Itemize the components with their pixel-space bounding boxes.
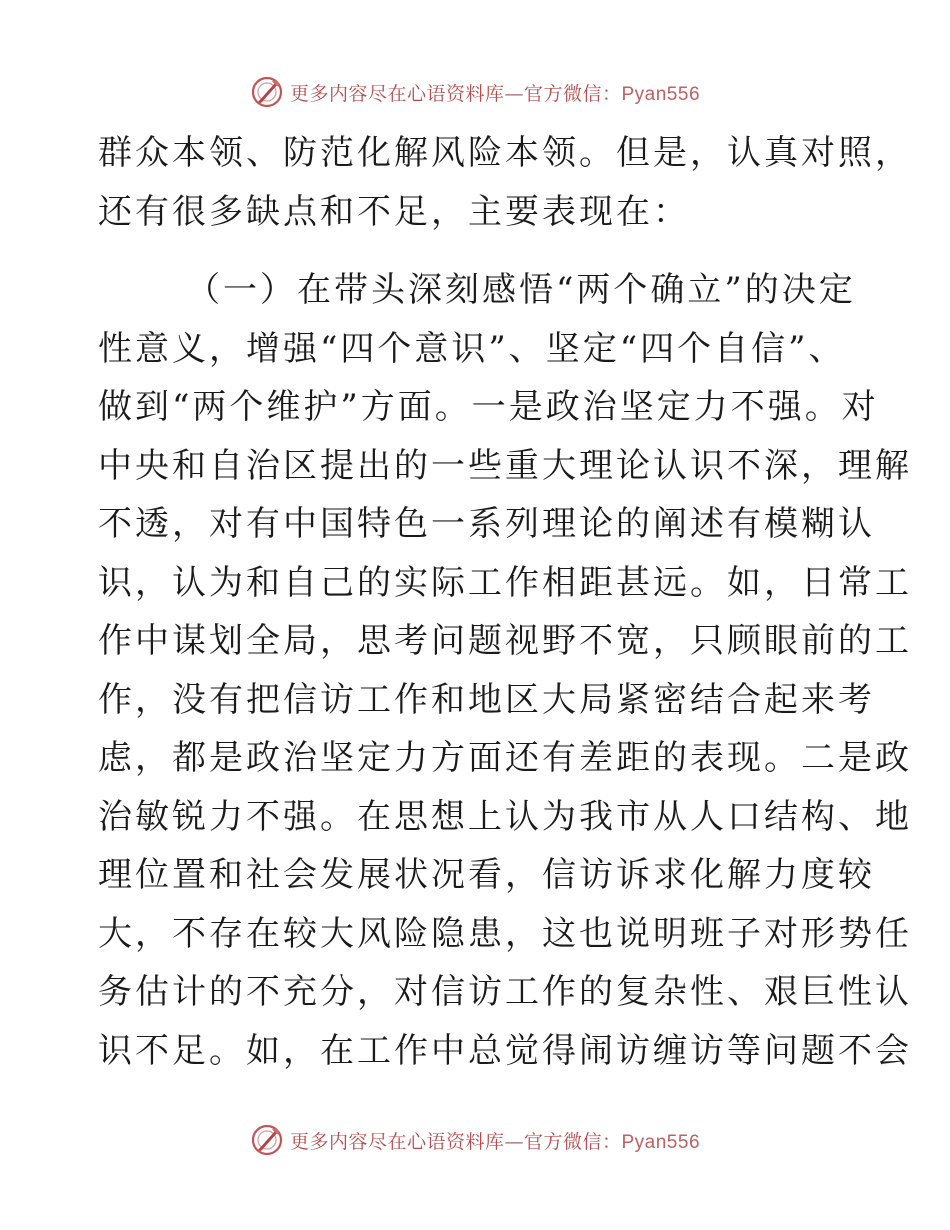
text-line: 识不足。如，在工作中总觉得闹访缠访等问题不会 bbox=[98, 1030, 912, 1071]
text-line: 作中谋划全局，思考问题视野不宽，只顾眼前的工 bbox=[98, 621, 912, 661]
text-line: 不透，对有中国特色一系列理论的阐述有模糊认 bbox=[98, 504, 875, 544]
footer-banner bbox=[0, 1120, 950, 1160]
text-line: 务估计的不充分，对信访工作的复杂性、艰巨性认 bbox=[98, 972, 912, 1012]
quill-pen-logo-icon bbox=[250, 1123, 284, 1157]
text-line: 理位置和社会发展状况看，信访诉求化解力度较 bbox=[98, 855, 875, 895]
text-line: 中央和自治区提出的一些重大理论认识不深，理解 bbox=[98, 445, 912, 486]
paragraph-1 bbox=[98, 124, 912, 241]
text-line: 大，不存在较大风险隐患，这也说明班子对形势任 bbox=[98, 913, 912, 954]
text-line: 虑，都是政治坚定力方面还有差距的表现。二是政 bbox=[98, 738, 912, 778]
header-banner bbox=[0, 72, 950, 112]
text-line: 还有很多缺点和不足，主要表现在： bbox=[98, 191, 690, 232]
paragraph-2 bbox=[98, 261, 912, 1080]
document-body bbox=[98, 124, 912, 1080]
text-line: 作，没有把信访工作和地区大局紧密结合起来考 bbox=[98, 679, 875, 720]
text-line: 识，认为和自己的实际工作相距甚远。如，日常工 bbox=[98, 562, 912, 603]
text-line: 治敏锐力不强。在思想上认为我市从人口结构、地 bbox=[98, 796, 912, 837]
text-line: （一）在带头深刻感悟“两个确立”的决定 bbox=[186, 270, 856, 310]
text-line: 做到“两个维护”方面。一是政治坚定力不强。对 bbox=[98, 387, 879, 427]
text-line: 群众本领、防范化解风险本领。但是，认真对照， bbox=[98, 133, 912, 173]
quill-pen-logo-icon bbox=[250, 75, 284, 109]
text-line: 性意义，增强“四个意识”、坚定“四个自信”、 bbox=[98, 328, 846, 369]
header-slogan: 更多内容尽在心语资料库—官方微信：Pyan556 bbox=[289, 82, 701, 105]
footer-slogan: 更多内容尽在心语资料库—官方微信：Pyan556 bbox=[289, 1130, 701, 1153]
